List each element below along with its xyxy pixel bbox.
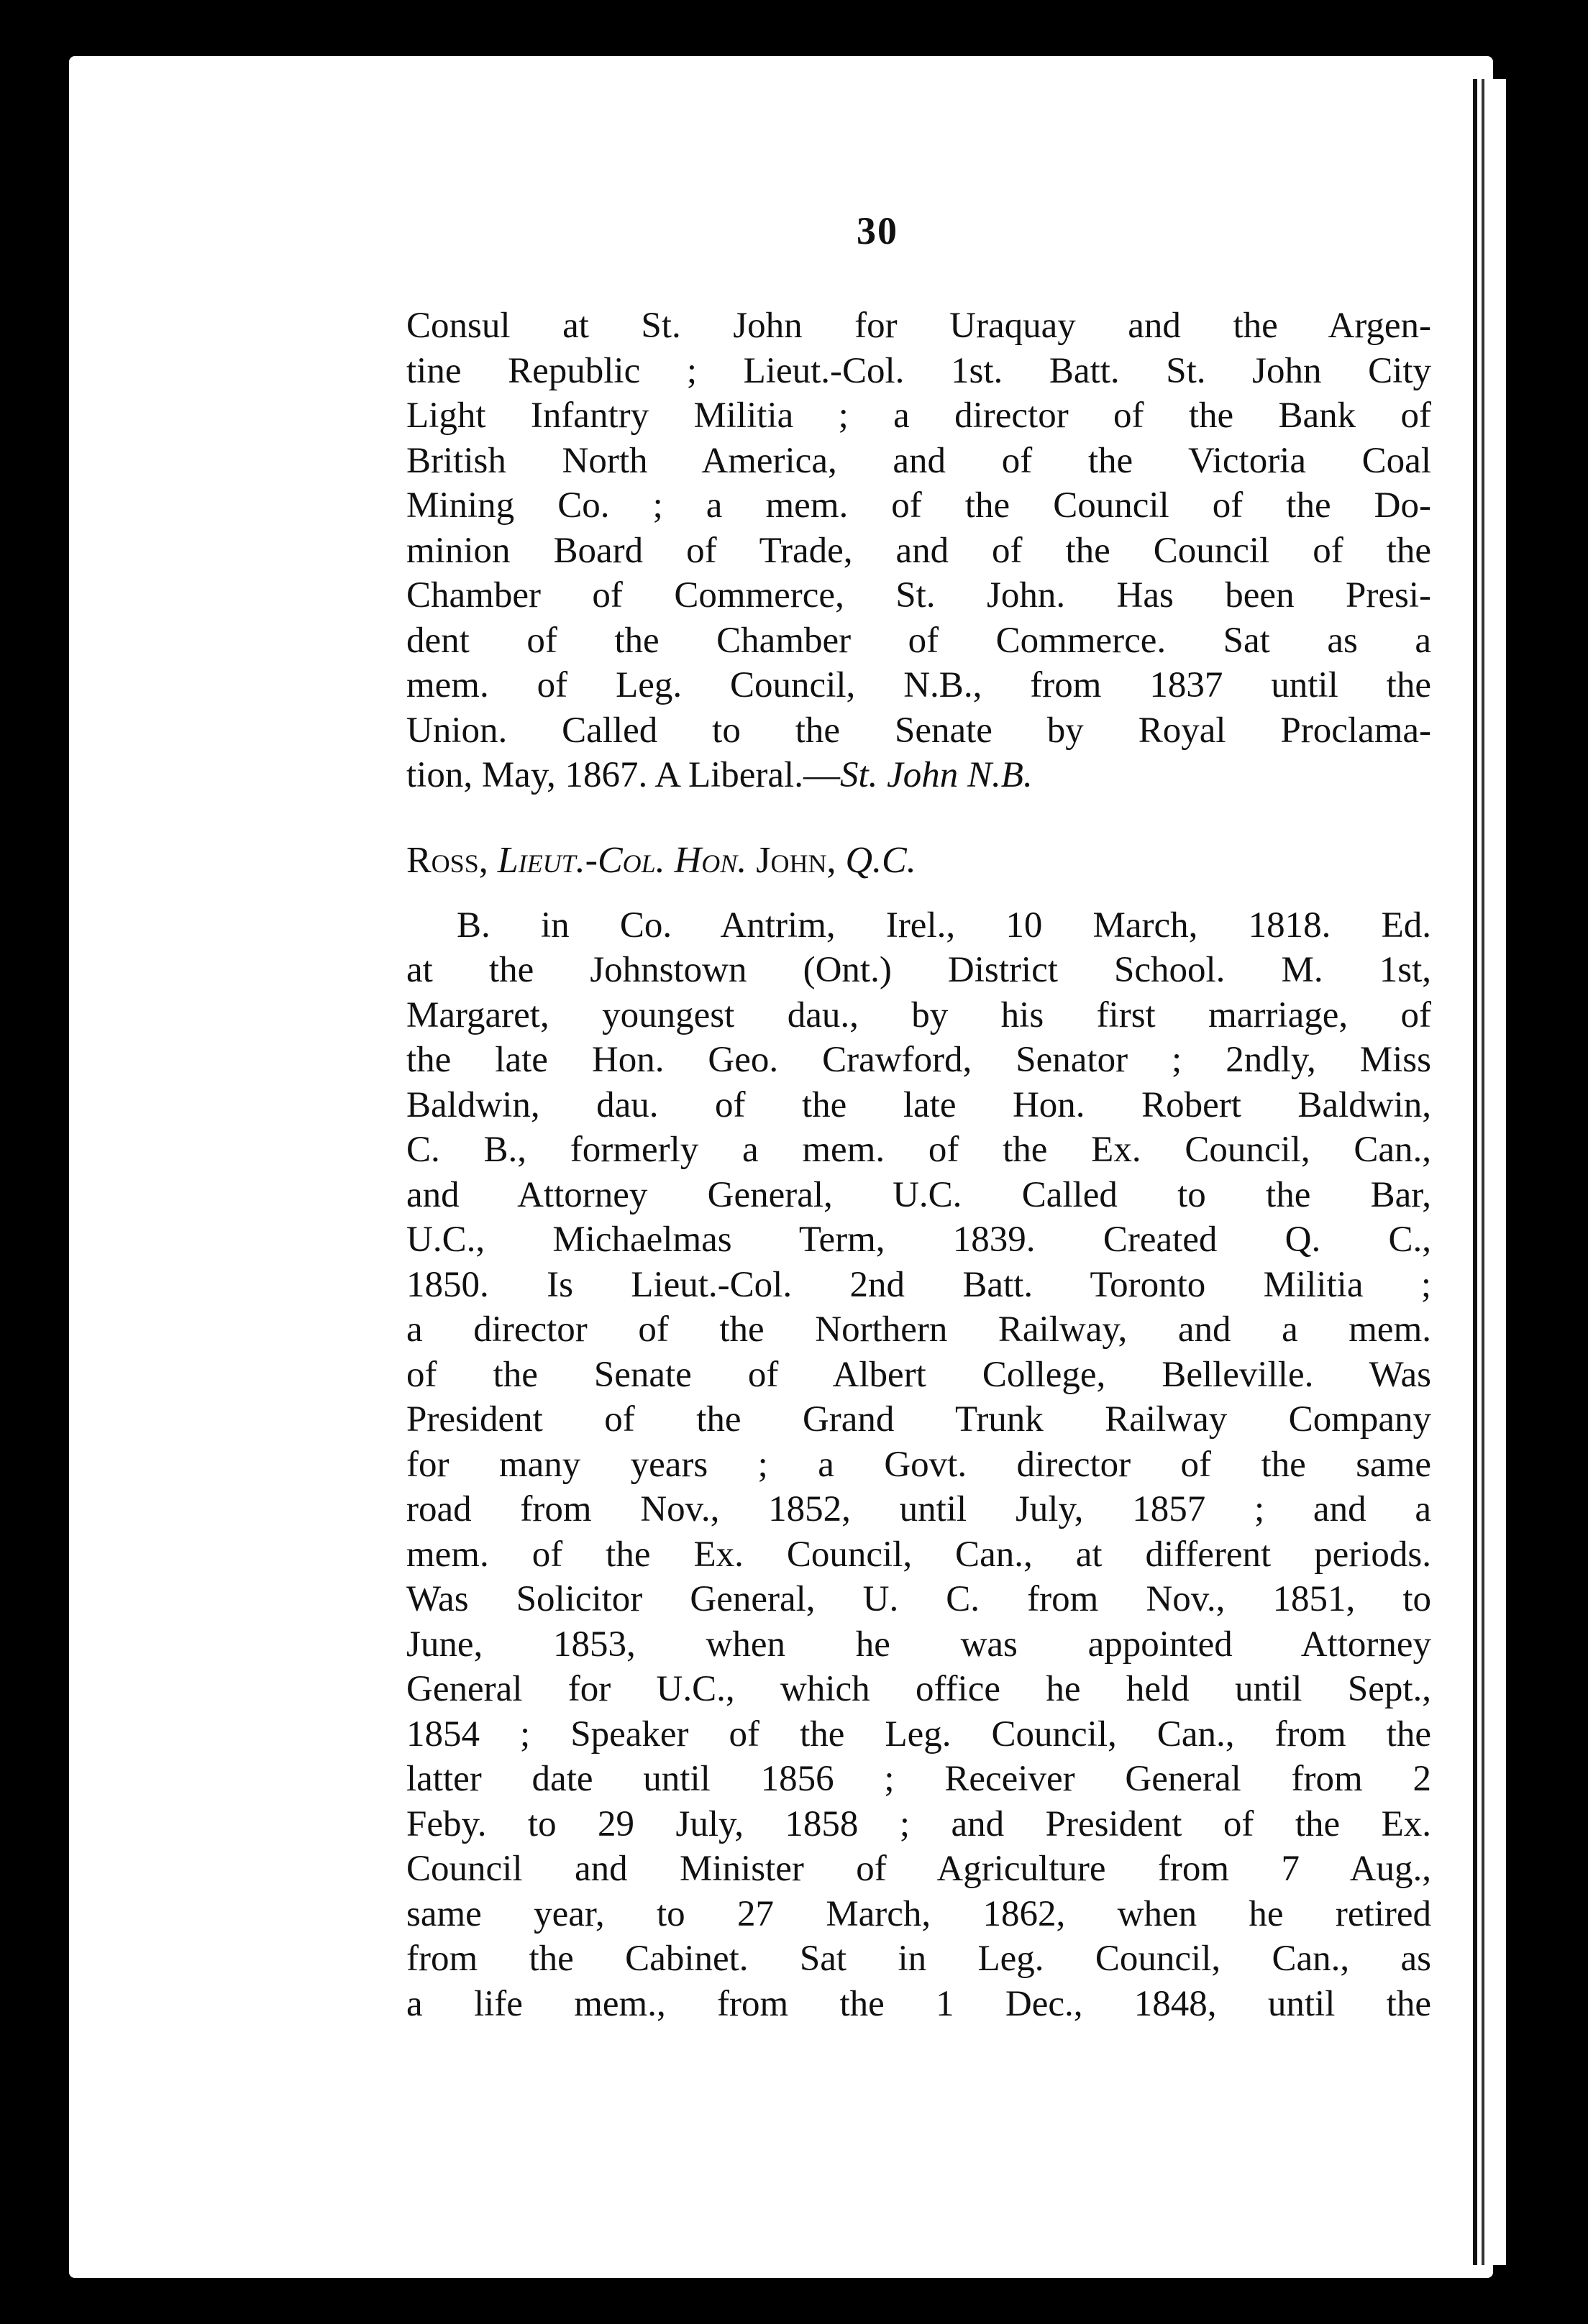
text-line: Feby. to 29 July, 1858 ; and President of the Ex.: [406, 1803, 1431, 1844]
continued-entry-paragraph: [406, 303, 1431, 798]
text-line: Light Infantry Militia ; a director of the Bank of: [406, 395, 1431, 436]
text-line: and Attorney General, U.C. Called to the Bar,: [406, 1174, 1431, 1215]
text-line: tine Republic ; Lieut.-Col. 1st. Batt. St. John City: [406, 350, 1431, 391]
text-line: Council and Minister of Agriculture from 7 Aug.,: [406, 1849, 1431, 1889]
entry-title: Lieut.-Col. Hon.: [497, 839, 747, 881]
entry-given-name: John,: [756, 839, 836, 881]
entry-paragraph: [406, 903, 1431, 2027]
text-line: the late Hon. Geo. Crawford, Senator ; 2ndly, Miss: [406, 1040, 1431, 1080]
text-line: June, 1853, when he was appointed Attorney: [406, 1624, 1431, 1665]
text-line: B. in Co. Antrim, Irel., 10 March, 1818. Ed.: [457, 905, 1431, 946]
text-line: President of the Grand Trunk Railway Company: [406, 1399, 1431, 1440]
text-line: Was Solicitor General, U. C. from Nov., 1851, to: [406, 1579, 1431, 1619]
text-line: U.C., Michaelmas Term, 1839. Created Q. C.,: [406, 1220, 1431, 1260]
text-line: Union. Called to the Senate by Royal Proclama-: [406, 710, 1431, 751]
entry-suffix: Q.C.: [845, 839, 916, 881]
text-line: Mining Co. ; a mem. of the Council of the Do-: [406, 485, 1431, 526]
text-line: mem. of Leg. Council, N.B., from 1837 until the: [406, 665, 1431, 705]
text-line: C. B., formerly a mem. of the Ex. Council, Can.,: [406, 1130, 1431, 1170]
text-line: 1854 ; Speaker of the Leg. Council, Can., from the: [406, 1714, 1431, 1755]
text-line: Consul at St. John for Uraquay and the Argen-: [406, 306, 1431, 346]
text-line: a director of the Northern Railway, and a mem.: [406, 1309, 1431, 1350]
text-line: for many years ; a Govt. director of the same: [406, 1444, 1431, 1485]
entry-heading: [406, 838, 1431, 883]
text-line: dent of the Chamber of Commerce. Sat as a: [406, 620, 1431, 661]
text-line: latter date until 1856 ; Receiver General from 2: [406, 1759, 1431, 1799]
text-line: Margaret, youngest dau., by his first marriage, of: [406, 994, 1431, 1035]
text-line: 1850. Is Lieut.-Col. 2nd Batt. Toronto Militia ;: [406, 1264, 1431, 1305]
entry-surname: Ross,: [406, 839, 488, 881]
text-line: at the Johnstown (Ont.) District School. M. 1st,: [406, 950, 1431, 990]
text-line: from the Cabinet. Sat in Leg. Council, Can., as: [406, 1939, 1431, 1979]
text-line: mem. of the Ex. Council, Can., at different periods.: [406, 1534, 1431, 1575]
text-line: Chamber of Commerce, St. John. Has been Presi-: [406, 575, 1431, 616]
place-signature: St. John N.B.: [839, 755, 1033, 795]
text-line: same year, to 27 March, 1862, when he retired: [406, 1893, 1431, 1934]
text-line-final: [406, 753, 1431, 798]
page-number: 30: [857, 209, 898, 252]
text-line: General for U.C., which office he held until Sept.,: [406, 1669, 1431, 1709]
text-line: Baldwin, dau. of the late Hon. Robert Baldwin,: [406, 1084, 1431, 1125]
text-line: tion, May, 1867. A Liberal.—: [406, 755, 840, 795]
text-line: a life mem., from the 1 Dec., 1848, until the: [406, 1983, 1431, 2024]
page-body: [406, 303, 1431, 2026]
page-edge-shadow: [1473, 79, 1506, 2265]
text-line: minion Board of Trade, and of the Council of the: [406, 530, 1431, 571]
text-line: of the Senate of Albert College, Belleville. Was: [406, 1354, 1431, 1395]
text-line: British North America, and of the Victoria Coal: [406, 440, 1431, 481]
text-line: road from Nov., 1852, until July, 1857 ; and a: [406, 1489, 1431, 1529]
